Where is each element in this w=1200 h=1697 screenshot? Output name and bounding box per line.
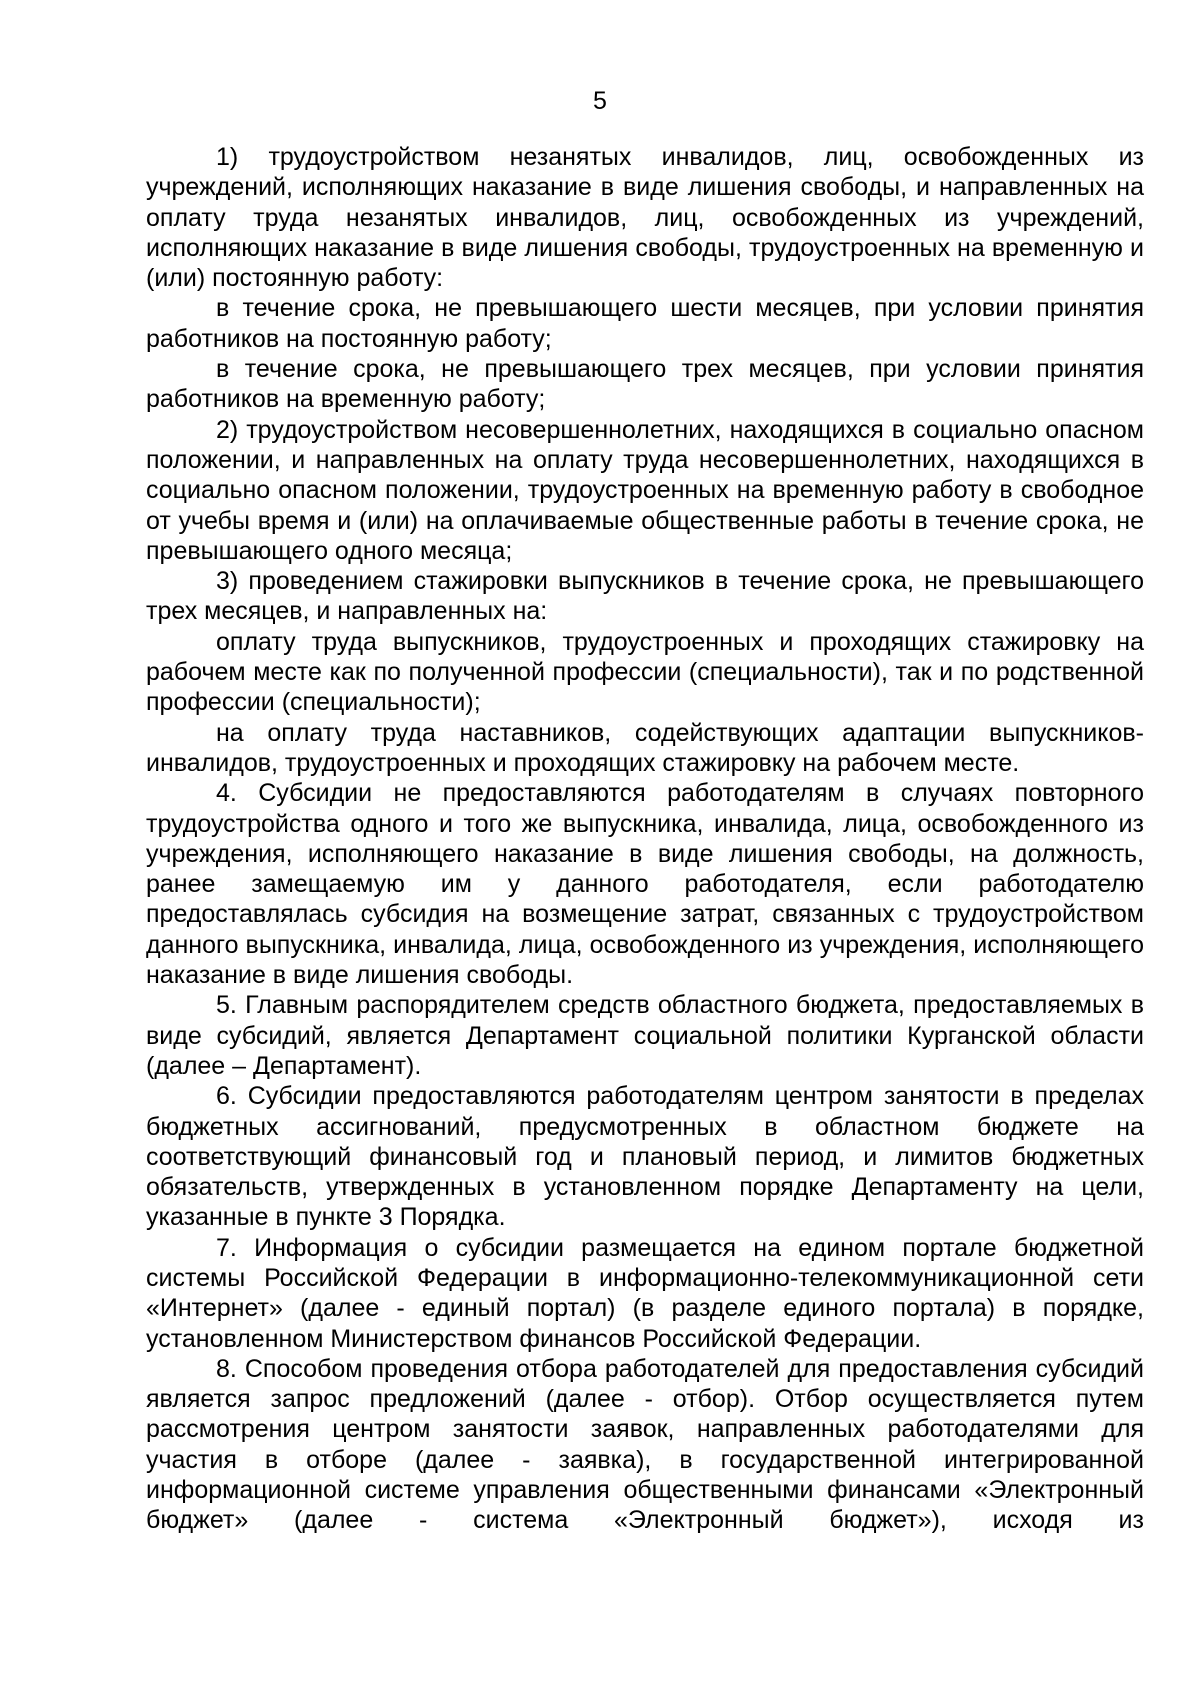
paragraph-1-three-months: в течение срока, не превышающего трех месяцев, при условии принятия работников на временную работу; [146, 355, 1144, 414]
page-number: 5 [593, 87, 607, 115]
paragraph-1-six-months: в течение срока, не превышающего шести месяцев, при условии принятия работников на постоянную работу; [146, 294, 1144, 353]
paragraph-item-3-graduates: оплату труда выпускников, трудоустроенных и проходящих стажировку на рабочем месте как по полученной профессии (специальности), так и по родственной профессии (специальности); [146, 627, 1144, 717]
paragraph-section-8: 8. Способом проведения отбора работодателей для предоставления субсидий является запрос предложений (далее - отбор). Отбор осуществляется путем рассмотрения центром занятости заявок, направленных работодателями для участия в отборе (далее - заявка), в государственной интегрированной информационной системе управления общественными финансами «Электронный бюджет» (далее - система «Электронный бюджет»), исходя из [146, 1354, 1144, 1535]
paragraph-1-item-1: 1) трудоустройством незанятых инвалидов, лиц, освобожденных из учреждений, исполняющих наказание в виде лишения свободы, и направленных на оплату труда незанятых инвалидов, лиц, освобожденных из учреждений, исполняющих наказание в виде лишения свободы, трудоустроенных на временную и (или) постоянную работу: [146, 143, 1144, 293]
document-body [146, 142, 1144, 1536]
paragraph-item-2: 2) трудоустройством несовершеннолетних, находящихся в социально опасном положении, и направленных на оплату труда несовершеннолетних, находящихся в социально опасном положении, трудоустроенных на временную работу в свободное от учебы время и (или) на оплачиваемые общественные работы в течение срока, не превышающего одного месяца; [146, 415, 1144, 565]
paragraph-section-5: 5. Главным распорядителем средств областного бюджета, предоставляемых в виде субсидий, является Департамент социальной политики Курганской области (далее – Департамент). [146, 991, 1144, 1080]
paragraph-section-4: 4. Субсидии не предоставляются работодателям в случаях повторного трудоустройства одного и того же выпускника, инвалида, лица, освобожденного из учреждения, исполняющего наказание в виде лишения свободы, на должность, ранее замещаемую им у данного работодателя, если работодателю предоставлялась субсидия на возмещение затрат, связанных с трудоустройством данного выпускника, инвалида, лица, освобожденного из учреждения, исполняющего наказание в виде лишения свободы. [146, 779, 1144, 990]
paragraph-item-3: 3) проведением стажировки выпускников в течение срока, не превышающего трех месяцев, и направленных на: [146, 567, 1144, 626]
paragraph-section-6: 6. Субсидии предоставляются работодателям центром занятости в пределах бюджетных ассигнований, предусмотренных в областном бюджете на соответствующий финансовый год и плановый период, и лимитов бюджетных обязательств, утвержденных в установленном порядке Департаменту на цели, указанные в пункте 3 Порядка. [146, 1082, 1144, 1232]
paragraph-item-3-mentors: на оплату труда наставников, содействующих адаптации выпускников-инвалидов, трудоустроенных и проходящих стажировку на рабочем месте. [146, 718, 1144, 777]
paragraph-section-7: 7. Информация о субсидии размещается на едином портале бюджетной системы Российской Федерации в информационно-телекоммуникационной сети «Интернет» (далее - единый портал) (в разделе единого портала) в порядке, установленном Министерством финансов Российской Федерации. [146, 1233, 1144, 1353]
